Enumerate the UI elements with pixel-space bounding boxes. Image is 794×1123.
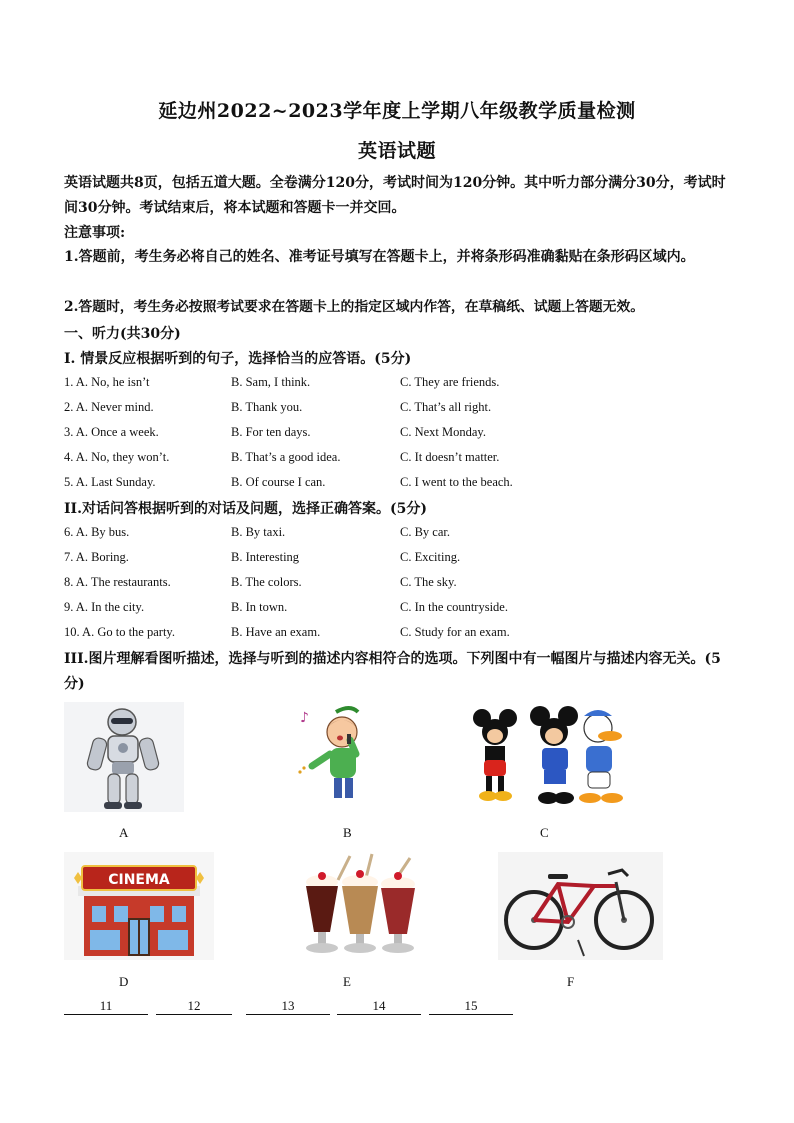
q2-option-a: 2. A. Never mind. bbox=[64, 400, 154, 414]
section2-heading: II.对话问答根据听到的对话及问题，选择正确答案。(5分) bbox=[64, 501, 427, 517]
q6-option-c: C. By car. bbox=[400, 525, 450, 539]
q1-option-c: C. They are friends. bbox=[400, 375, 500, 389]
q8-option-a: 8. A. The restaurants. bbox=[64, 575, 171, 589]
cinema-sign-text: CINEMA bbox=[108, 872, 170, 888]
q7-option-c: C. Exciting. bbox=[400, 550, 461, 564]
milkshakes-icon bbox=[298, 852, 423, 960]
intro-paragraph: 英语试题共8页，包括五道大题。全卷满分120分，考试时间为120分钟。其中听力部分满分30分，考试时间30分钟。考试结束后，将本试题和答题卡一并交回。 bbox=[64, 175, 726, 216]
q9-option-c: C. In the countryside. bbox=[400, 600, 508, 614]
answer-blank-14[interactable]: 14 bbox=[337, 998, 421, 1015]
notice-item-2: 2.答题时，考生务必按照考试要求在答题卡上的指定区域内作答，在草稿纸、试题上答题无效。 bbox=[64, 299, 645, 315]
q1-option-b: B. Sam, I think. bbox=[231, 375, 311, 389]
q5-option-b: B. Of course I can. bbox=[231, 475, 326, 489]
answer-blank-15[interactable]: 15 bbox=[429, 998, 513, 1015]
picture-b-label: B bbox=[343, 825, 352, 840]
exam-subtitle: 英语试题 bbox=[357, 140, 436, 162]
picture-e-label: E bbox=[343, 974, 351, 989]
q5-option-a: 5. A. Last Sunday. bbox=[64, 475, 156, 489]
svg-text:♪: ♪ bbox=[300, 710, 309, 726]
exam-title: 延边州2022~2023学年度上学期八年级教学质量检测 bbox=[158, 100, 636, 122]
q6-option-b: B. By taxi. bbox=[231, 525, 286, 539]
robot-icon bbox=[64, 702, 184, 812]
q2-option-c: C. That’s all right. bbox=[400, 400, 492, 414]
bicycle-icon bbox=[498, 852, 663, 960]
q4-option-b: B. That’s a good idea. bbox=[231, 450, 341, 464]
q6-option-a: 6. A. By bus. bbox=[64, 525, 130, 539]
q8-option-b: B. The colors. bbox=[231, 575, 302, 589]
cartoon-characters-icon bbox=[470, 702, 636, 812]
q3-option-a: 3. A. Once a week. bbox=[64, 425, 159, 439]
answer-blank-12[interactable]: 12 bbox=[156, 998, 232, 1015]
q8-option-c: C. The sky. bbox=[400, 575, 457, 589]
q7-option-b: B. Interesting bbox=[231, 550, 300, 564]
q9-option-b: B. In town. bbox=[231, 600, 288, 614]
answer-blank-11[interactable]: 11 bbox=[64, 998, 148, 1015]
picture-c-cartoon-characters bbox=[470, 702, 636, 812]
answer-blank-13[interactable]: 13 bbox=[246, 998, 330, 1015]
q7-option-a: 7. A. Boring. bbox=[64, 550, 129, 564]
singing-boy-icon bbox=[290, 702, 380, 802]
notice-heading: 注意事项: bbox=[64, 225, 126, 241]
picture-f-bicycle bbox=[498, 852, 663, 960]
section3-heading: III.图片理解看图听描述，选择与听到的描述内容相符合的选项。下列图中有一幅图片与描述内容无关。(5分) bbox=[64, 651, 721, 692]
section1-heading: I. 情景反应根据听到的句子，选择恰当的应答语。(5分) bbox=[64, 351, 412, 367]
q10-option-c: C. Study for an exam. bbox=[400, 625, 510, 639]
picture-e-milkshakes bbox=[298, 852, 423, 960]
picture-f-label: F bbox=[567, 974, 575, 989]
q1-option-a: 1. A. No, he isn’t bbox=[64, 375, 150, 389]
part1-heading: 一、听力(共30分) bbox=[64, 326, 181, 342]
q4-option-c: C. It doesn’t matter. bbox=[400, 450, 500, 464]
q5-option-c: C. I went to the beach. bbox=[400, 475, 513, 489]
q3-option-c: C. Next Monday. bbox=[400, 425, 486, 439]
notice-item-1: 1.答题前，考生务必将自己的姓名、准考证号填写在答题卡上，并将条形码准确黏贴在条形码区域内。 bbox=[64, 249, 695, 265]
picture-d-label: D bbox=[119, 974, 129, 989]
q2-option-b: B. Thank you. bbox=[231, 400, 303, 414]
cinema-icon bbox=[64, 852, 214, 960]
q10-option-b: B. Have an exam. bbox=[231, 625, 321, 639]
q3-option-b: B. For ten days. bbox=[231, 425, 311, 439]
q9-option-a: 9. A. In the city. bbox=[64, 600, 145, 614]
picture-d-cinema bbox=[64, 852, 214, 960]
picture-c-label: C bbox=[540, 825, 549, 840]
picture-b-singing-boy bbox=[290, 702, 380, 802]
picture-a-label: A bbox=[119, 825, 129, 840]
q4-option-a: 4. A. No, they won’t. bbox=[64, 450, 170, 464]
q10-option-a: 10. A. Go to the party. bbox=[64, 625, 175, 639]
picture-a-robot bbox=[64, 702, 184, 812]
